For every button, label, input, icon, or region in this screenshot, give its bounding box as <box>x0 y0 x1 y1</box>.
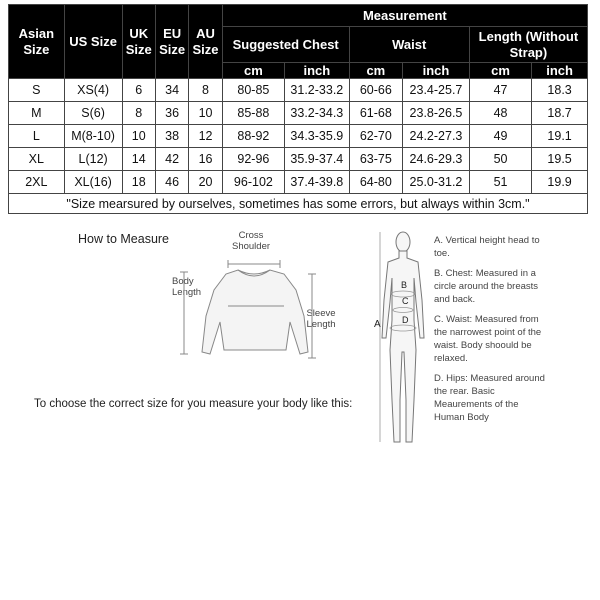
cell-us: L(12) <box>64 148 122 171</box>
header-uk-size: UK Size <box>122 5 155 79</box>
header-length: Length (Without Strap) <box>469 27 587 63</box>
header-length-cm: cm <box>469 63 531 79</box>
cell-chest-cm: 92-96 <box>222 148 284 171</box>
cell-waist-cm: 62-70 <box>349 125 402 148</box>
cell-waist-cm: 60-66 <box>349 79 402 102</box>
cell-chest-inch: 34.3-35.9 <box>285 125 350 148</box>
table-row <box>9 125 588 148</box>
cell-asian: M <box>9 102 65 125</box>
cell-chest-inch: 33.2-34.3 <box>285 102 350 125</box>
header-waist: Waist <box>349 27 469 63</box>
cell-au: 10 <box>189 102 222 125</box>
cell-asian: XL <box>9 148 65 171</box>
cell-us: M(8-10) <box>64 125 122 148</box>
cell-chest-inch: 35.9-37.4 <box>285 148 350 171</box>
size-note: "Size mearsured by ourselves, sometimes has some errors, but always within 3cm." <box>9 194 588 214</box>
header-waist-cm: cm <box>349 63 402 79</box>
cell-length-cm: 47 <box>469 79 531 102</box>
measurement-legend <box>434 234 550 431</box>
marker-a: A <box>374 319 381 330</box>
header-length-inch: inch <box>532 63 588 79</box>
cell-au: 16 <box>189 148 222 171</box>
cross-shoulder-label: Cross Shoulder <box>231 230 271 252</box>
table-row <box>9 79 588 102</box>
header-measurement: Measurement <box>222 5 587 27</box>
cell-uk: 18 <box>122 171 155 194</box>
cell-eu: 34 <box>155 79 188 102</box>
legend-c: C. Waist: Measured from the narrowest point of the waist. Body shoould be relaxed. <box>434 314 542 364</box>
table-row <box>9 171 588 194</box>
cell-waist-cm: 63-75 <box>349 148 402 171</box>
cell-au: 20 <box>189 171 222 194</box>
size-chart-table <box>8 4 588 214</box>
cell-chest-cm: 96-102 <box>222 171 284 194</box>
marker-c: C <box>402 296 409 306</box>
cell-eu: 38 <box>155 125 188 148</box>
header-us-size: US Size <box>64 5 122 79</box>
header-au-size: AU Size <box>189 5 222 79</box>
cell-length-cm: 51 <box>469 171 531 194</box>
cell-eu: 36 <box>155 102 188 125</box>
cell-waist-inch: 25.0-31.2 <box>403 171 470 194</box>
cell-length-inch: 18.7 <box>532 102 588 125</box>
cell-waist-cm: 61-68 <box>349 102 402 125</box>
header-chest-cm: cm <box>222 63 284 79</box>
header-chest-inch: inch <box>285 63 350 79</box>
cell-waist-inch: 24.6-29.3 <box>403 148 470 171</box>
legend-a: A. Vertical height head to toe. <box>434 235 540 259</box>
header-eu-size: EU Size <box>155 5 188 79</box>
cell-au: 12 <box>189 125 222 148</box>
cell-waist-cm: 64-80 <box>349 171 402 194</box>
cell-us: S(6) <box>64 102 122 125</box>
cell-eu: 42 <box>155 148 188 171</box>
cell-waist-inch: 24.2-27.3 <box>403 125 470 148</box>
cell-chest-cm: 80-85 <box>222 79 284 102</box>
cell-uk: 8 <box>122 102 155 125</box>
cell-chest-cm: 85-88 <box>222 102 284 125</box>
human-body-diagram <box>378 230 428 452</box>
cell-asian: S <box>9 79 65 102</box>
header-waist-inch: inch <box>403 63 470 79</box>
cell-asian: 2XL <box>9 171 65 194</box>
table-row <box>9 148 588 171</box>
cell-eu: 46 <box>155 171 188 194</box>
cell-chest-cm: 88-92 <box>222 125 284 148</box>
cell-chest-inch: 37.4-39.8 <box>285 171 350 194</box>
cell-asian: L <box>9 125 65 148</box>
cell-length-cm: 48 <box>469 102 531 125</box>
cell-length-inch: 19.1 <box>532 125 588 148</box>
cell-chest-inch: 31.2-33.2 <box>285 79 350 102</box>
marker-b: B <box>401 280 408 290</box>
how-to-measure-title: How to Measure <box>78 232 170 246</box>
sweater-diagram <box>180 242 340 382</box>
legend-d: D. Hips: Measured around the rear. Basic Meaurements of the Human Body <box>434 373 545 423</box>
cell-length-inch: 19.5 <box>532 148 588 171</box>
legend-b: B. Chest: Measured in a circle around the breasts and back. <box>434 268 539 305</box>
note-row <box>9 194 588 214</box>
cell-length-cm: 50 <box>469 148 531 171</box>
cell-au: 8 <box>189 79 222 102</box>
marker-d: D <box>402 315 409 325</box>
body-length-label: Body Length <box>172 276 202 298</box>
cell-uk: 6 <box>122 79 155 102</box>
cell-waist-inch: 23.4-25.7 <box>403 79 470 102</box>
how-to-measure-section <box>0 222 600 462</box>
cell-uk: 14 <box>122 148 155 171</box>
cell-length-cm: 49 <box>469 125 531 148</box>
cell-us: XS(4) <box>64 79 122 102</box>
header-asian-size: Asian Size <box>9 5 65 79</box>
cell-uk: 10 <box>122 125 155 148</box>
cell-length-inch: 18.3 <box>532 79 588 102</box>
cell-length-inch: 19.9 <box>532 171 588 194</box>
header-suggested-chest: Suggested Chest <box>222 27 349 63</box>
cell-us: XL(16) <box>64 171 122 194</box>
sleeve-length-label: Sleeve Length <box>306 308 336 330</box>
measure-instruction: To choose the correct size for you measure your body like this: <box>34 398 353 410</box>
table-row <box>9 102 588 125</box>
cell-waist-inch: 23.8-26.5 <box>403 102 470 125</box>
header-row-top <box>9 5 588 27</box>
